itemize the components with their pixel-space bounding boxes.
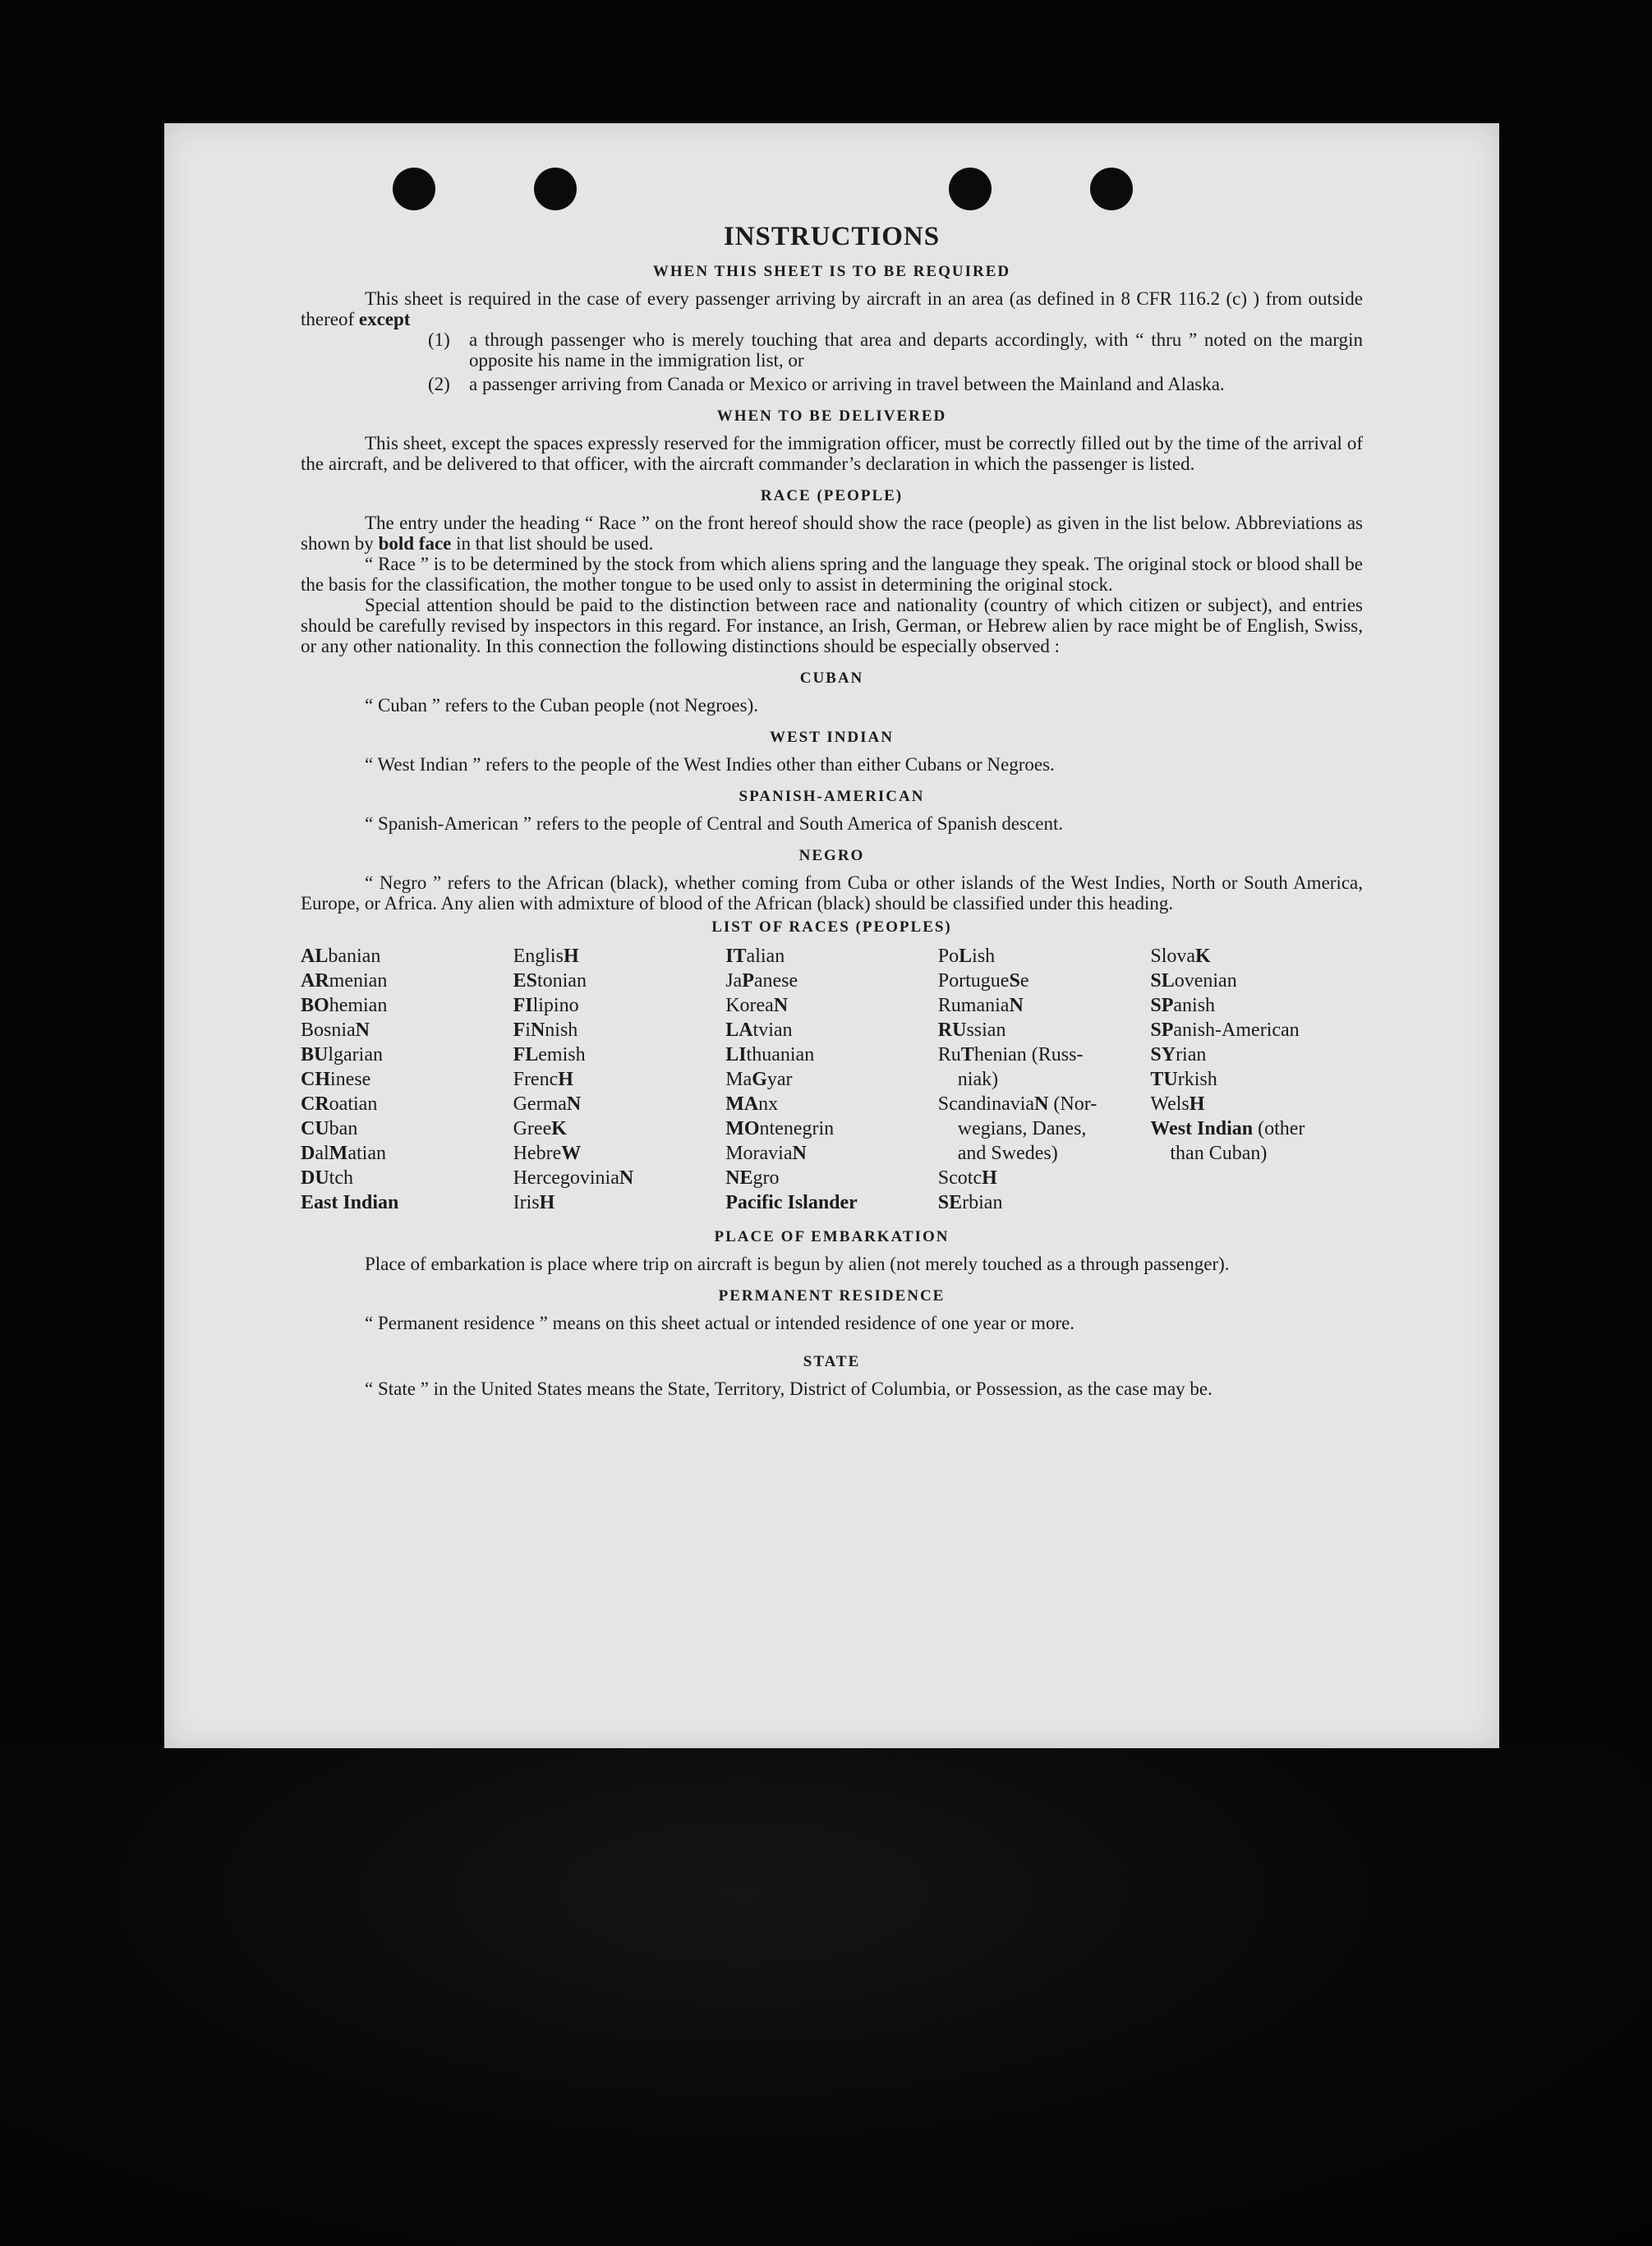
west-indian-text: “ West Indian ” refers to the people of the West Indies other than either Cubans or Negroes.	[365, 754, 1055, 775]
race-entry: DUtch	[301, 1167, 353, 1189]
race-paragraph-1: The entry under the heading “ Race ” on the front hereof should show the race (people) as given in the list below. Abbreviations as shown by bold face in that list should be used.	[301, 513, 1363, 554]
heading-when-delivered: WHEN TO BE DELIVERED	[716, 407, 947, 425]
race-entry: EStonian	[513, 970, 587, 992]
race-entry: IrisH	[513, 1192, 555, 1213]
embarkation-text: Place of embarkation is place where trip on aircraft is begun by alien (not merely touched as a through passenger).	[365, 1254, 1230, 1274]
race-column-5	[1150, 944, 1363, 1215]
race-entry: MAnx	[725, 1093, 779, 1115]
race-entry: DalMatian	[301, 1143, 386, 1164]
race-entry: LAtvian	[725, 1019, 793, 1041]
race-entry: CUban	[301, 1118, 358, 1139]
heading-list-of-races: LIST OF RACES (PEOPLES)	[711, 918, 952, 936]
race-list	[301, 944, 1363, 1215]
race-entry: KoreaN	[725, 995, 789, 1016]
race-entry: SLovenian	[1150, 970, 1237, 992]
race-entry: SlovaK	[1150, 946, 1211, 967]
race-entry: HercegoviniaN	[513, 1167, 634, 1189]
race-entry: GreeK	[513, 1118, 567, 1139]
heading-west-indian: WEST INDIAN	[770, 729, 894, 746]
race-entry: SYrian	[1150, 1044, 1207, 1065]
exception-item: (1) a through passenger who is merely touching that area and departs accordingly, with “ thru ” noted on the margin opposite his name in the immigration list, or	[428, 329, 1363, 370]
race-column-2	[513, 944, 726, 1215]
race-entry: West Indian (other than Cuban)	[1150, 1118, 1305, 1164]
race-entry: CHinese	[301, 1069, 371, 1090]
exception-item: (2) a passenger arriving from Canada or Mexico or arriving in travel between the Mainland and Alaska.	[428, 374, 1225, 394]
race-entry: BosniaN	[301, 1019, 370, 1041]
race-entry: FiNnish	[513, 1019, 578, 1041]
instruction-sheet	[164, 123, 1499, 1748]
heading-permanent-residence: PERMANENT RESIDENCE	[718, 1287, 946, 1305]
heading-when-required: WHEN THIS SHEET IS TO BE REQUIRED	[652, 263, 1011, 280]
race-entry: JaPanese	[725, 970, 798, 992]
residence-text: “ Permanent residence ” means on this sheet actual or intended residence of one year or more.	[365, 1313, 1075, 1333]
race-entry: East Indian	[301, 1192, 399, 1213]
race-entry: RUssian	[937, 1019, 1006, 1041]
state-text: “ State ” in the United States means the State, Territory, District of Columbia, or Possession, as the case may be.	[365, 1378, 1213, 1399]
race-entry: GermaN	[513, 1093, 582, 1115]
race-entry: FIlipino	[513, 995, 579, 1016]
race-entry: ITalian	[725, 946, 785, 967]
page-title: INSTRUCTIONS	[723, 222, 941, 251]
race-entry: CRoatian	[301, 1093, 378, 1115]
race-entry: SPanish	[1150, 995, 1216, 1016]
heading-cuban: CUBAN	[799, 670, 864, 687]
race-entry: BOhemian	[301, 995, 388, 1016]
race-entry: LIthuanian	[725, 1044, 815, 1065]
race-entry: ALbanian	[301, 946, 381, 967]
race-entry: MaGyar	[725, 1069, 793, 1090]
cuban-text: “ Cuban ” refers to the Cuban people (not Negroes).	[365, 695, 759, 716]
race-entry: WelsH	[1150, 1093, 1205, 1115]
exception-list	[428, 329, 1363, 394]
heading-negro: NEGRO	[798, 847, 865, 864]
race-entry: TUrkish	[1150, 1069, 1217, 1090]
heading-embarkation: PLACE OF EMBARKATION	[714, 1228, 950, 1245]
document-body	[301, 222, 1363, 1399]
race-entry: NEgro	[725, 1167, 780, 1189]
race-entry: MOntenegrin	[725, 1118, 835, 1139]
race-entry: SPanish-American	[1150, 1019, 1300, 1041]
heading-spanish-american: SPANISH-AMERICAN	[739, 788, 925, 805]
race-entry: PortugueSe	[937, 970, 1029, 992]
race-column-3	[725, 944, 938, 1215]
race-entry: FLemish	[513, 1044, 586, 1065]
when-required-text: This sheet is required in the case of every passenger arriving by aircraft in an area (as defined in 8 CFR 116.2 (c) ) from outside thereof except	[301, 288, 1363, 329]
race-entry: PoLish	[937, 946, 996, 967]
heading-state: STATE	[803, 1353, 861, 1370]
race-paragraph-3: Special attention should be paid to the distinction between race and nationality (country of which citizen or subject), and entries should be carefully revised by inspectors in this regard. For instance, an Irish, German, or Hebrew alien by race might be of English, Swiss, or any other nationality. In this connection the following distinctions should be especially observed :	[301, 595, 1363, 656]
spanish-american-text: “ Spanish-American ” refers to the people of Central and South America of Spanish descent.	[365, 813, 1064, 834]
punch-hole-4	[1090, 168, 1133, 210]
race-entry: ScotcH	[937, 1167, 997, 1189]
race-entry: ScandinaviaN (Nor- wegians, Danes, and Swedes)	[937, 1093, 1097, 1164]
race-paragraph-2: “ Race ” is to be determined by the stock from which aliens spring and the language they speak. The original stock or blood shall be the basis for the classification, the mother tongue to be used only to assist in determining the original stock.	[301, 554, 1363, 595]
scan-background	[0, 1742, 1652, 2246]
race-entry: EnglisH	[513, 946, 579, 967]
race-entry: SErbian	[937, 1192, 1003, 1213]
heading-race: RACE (PEOPLE)	[760, 487, 904, 504]
race-entry: RuThenian (Russ- niak)	[937, 1044, 1084, 1090]
race-entry: Pacific Islander	[725, 1192, 858, 1213]
when-delivered-text: This sheet, except the spaces expressly reserved for the immigration officer, must be correctly filled out by the time of the arrival of the aircraft, and be delivered to that officer, with the aircraft commander’s declaration in which the passenger is listed.	[301, 433, 1363, 474]
race-entry: FrencH	[513, 1069, 573, 1090]
punch-hole-3	[949, 168, 992, 210]
punch-hole-1	[393, 168, 435, 210]
race-entry: BUlgarian	[301, 1044, 383, 1065]
negro-text: “ Negro ” refers to the African (black), whether coming from Cuba or other islands of the West Indies, North or South America, Europe, or Africa. Any alien with admixture of blood of the African (black) should be classified under this heading.	[301, 872, 1363, 914]
race-entry: RumaniaN	[937, 995, 1024, 1016]
race-entry: MoraviaN	[725, 1143, 807, 1164]
punch-hole-2	[534, 168, 577, 210]
race-entry: ARmenian	[301, 970, 388, 992]
race-entry: HebreW	[513, 1143, 582, 1164]
race-column-4	[938, 944, 1151, 1215]
race-column-1	[301, 944, 513, 1215]
